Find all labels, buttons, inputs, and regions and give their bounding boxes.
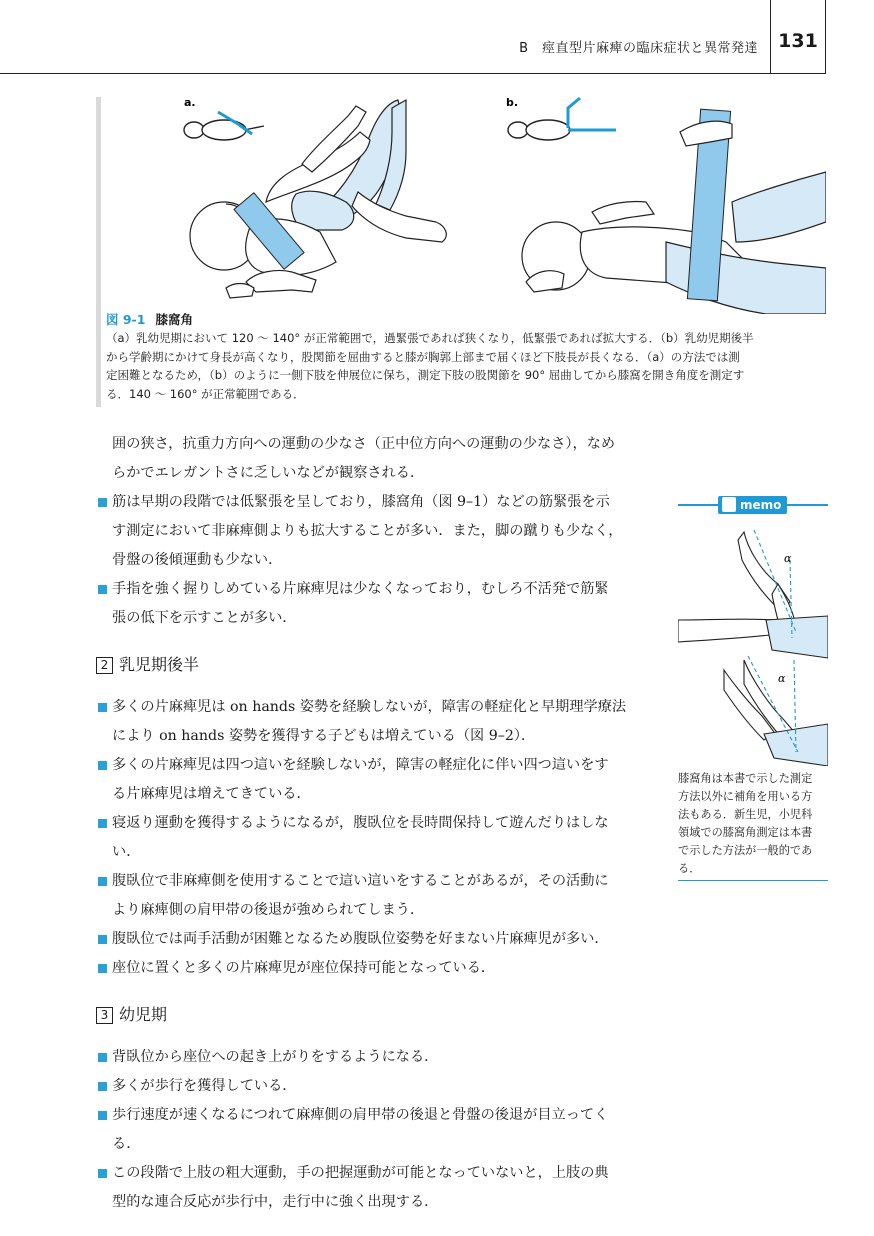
section-heading-3: [96, 1003, 666, 1027]
main-text: [96, 430, 666, 1217]
memo-header: [678, 494, 828, 516]
section-title: 乳児期後半: [119, 655, 200, 674]
text-line: より麻痺側の肩甲帯の後退が強められてしまう．: [112, 902, 425, 918]
figure-side-bar: [96, 97, 101, 407]
text-line: 筋は早期の段階では低緊張を呈しており，膝窩角（図 9–1）などの筋緊張を示: [112, 494, 610, 510]
list-item: [96, 809, 666, 867]
list-item: [96, 751, 666, 809]
panel-b-schematic: [508, 98, 616, 140]
panel-a-schematic: [184, 112, 264, 140]
text-line: 囲の狭さ，抗重力方向への運動の少なさ（正中位方向への運動の少なさ），なめ: [112, 436, 616, 452]
header-rule: [0, 73, 826, 74]
figure-title-text: 膝窩角: [155, 312, 193, 327]
text-line: す測定において非麻痺側よりも拡大することが多い．また，脚の蹴りも少なく，: [112, 523, 623, 539]
figure-illustration: [106, 92, 826, 314]
text-line: 張の低下を示すことが多い．: [112, 610, 297, 626]
memo-leg-lower: [724, 660, 828, 766]
text-line: この段階で上肢の粗大運動，手の把握運動が可能となっていないと，上肢の典: [112, 1165, 609, 1181]
memo-line: る．: [678, 862, 701, 875]
list-item: [96, 1101, 666, 1159]
memo-alpha-lower: α: [778, 672, 786, 685]
memo-label: memo: [718, 496, 787, 514]
text-line: 手指を強く握りしめている片麻痺児は少なくなっており，むしろ不活発で筋緊: [112, 581, 609, 597]
list-item: [96, 954, 666, 983]
section-title: 幼児期: [119, 1005, 168, 1024]
figure-caption: [106, 311, 831, 403]
text-line: 型的な連合反応が歩行中，走行中に強く出現する．: [112, 1194, 439, 1210]
memo-line: 法もある．新生児，小児科: [678, 808, 813, 821]
intro-paragraph: [96, 430, 666, 488]
list-item: [96, 1043, 666, 1072]
caption-line: （a）乳幼児期において 120 ～ 140° が正常範囲で，過緊張であれば狭くなり，低緊張であれば拡大する．（b）乳幼児期後半: [106, 331, 754, 345]
text-line: 多くの片麻痺児は四つ這いを経験しないが，障害の軽症化に伴い四つ這いをす: [112, 757, 609, 773]
memo-text: [678, 770, 828, 878]
page-number: 131: [778, 30, 818, 52]
memo-bottom-rule: [678, 880, 828, 881]
text-line: 腹臥位では両手活動が困難となるため腹臥位姿勢を好まない片麻痺児が多い．: [112, 931, 609, 947]
text-line: により on hands 姿勢を獲得する子どもは増えている（図 9–2）．: [112, 728, 536, 744]
panel-b-examiner-arm: [732, 172, 826, 242]
memo-line: 膝窩角は本書で示した測定: [678, 772, 813, 785]
list-item: [96, 488, 666, 575]
text-line: る．: [112, 1136, 141, 1152]
figure-number: 図 9-1: [106, 312, 146, 327]
text-line: る片麻痺児は増えてきている．: [112, 786, 311, 802]
text-line: 骨盤の後傾運動も少ない．: [112, 552, 283, 568]
text-line: 腹臥位で非麻痺側を使用することで這い這いをすることがあるが，その活動に: [112, 873, 609, 889]
caption-line: 定困難となるため，（b）のように一側下肢を伸展位に保ち，測定下肢の股関節を 90° 屈曲してから膝窩を開き角度を測定す: [106, 368, 745, 382]
text-line: 多くが歩行を獲得している．: [112, 1078, 297, 1094]
text-line: 歩行速度が速くなるにつれて麻痺側の肩甲帯の後退と骨盤の後退が目立ってく: [112, 1107, 609, 1123]
memo-line: 領域での膝窩角測定は本書: [678, 826, 813, 839]
caption-line: る．140 ～ 160° が正常範囲である．: [106, 386, 305, 401]
running-title: B 痙直型片麻痺の臨床症状と異常発達: [519, 41, 758, 56]
list-item: [96, 693, 666, 751]
text-line: 座位に置くと多くの片麻痺児が座位保持可能となっている．: [112, 960, 496, 976]
section-number: 2: [96, 657, 113, 674]
text-line: 寝返り運動を獲得するようになるが，腹臥位を長時間保持して遊んだりはしな: [112, 815, 609, 831]
panel-a-label: a.: [184, 96, 196, 109]
memo-alpha-upper: α: [784, 552, 792, 565]
list-item: [96, 925, 666, 954]
list-item: [96, 867, 666, 925]
section-heading-2: [96, 653, 666, 677]
memo-leg-upper: [678, 532, 828, 658]
memo-illustration: [678, 520, 828, 766]
section-number: 3: [96, 1007, 113, 1024]
list-item: [96, 1159, 666, 1217]
notebook-icon: [722, 497, 736, 512]
memo-line: 方法以外に補角を用いる方: [678, 790, 813, 803]
text-line: 背臥位から座位への起き上がりをするようになる．: [112, 1049, 439, 1065]
figure-title: [106, 311, 831, 329]
caption-line: から学齢期にかけて身長が高くなり，股関節を屈曲すると膝が胸郭上部まで届くほど下肢長が長くなる．（a）の方法では測: [106, 349, 740, 364]
list-item: [96, 1072, 666, 1101]
text-line: い．: [112, 844, 141, 860]
panel-b-label: b.: [506, 96, 519, 109]
memo-box: [678, 494, 828, 875]
memo-line: で示した方法が一般的であ: [678, 844, 813, 857]
text-line: 多くの片麻痺児は on hands 姿勢を経験しないが，障害の軽症化と早期理学療法: [112, 699, 627, 715]
figure-caption-body: [106, 329, 831, 403]
text-line: らかでエレガントさに乏しいなどが観察される．: [112, 465, 425, 481]
header-divider-right: [825, 0, 826, 74]
list-item: [96, 575, 666, 633]
